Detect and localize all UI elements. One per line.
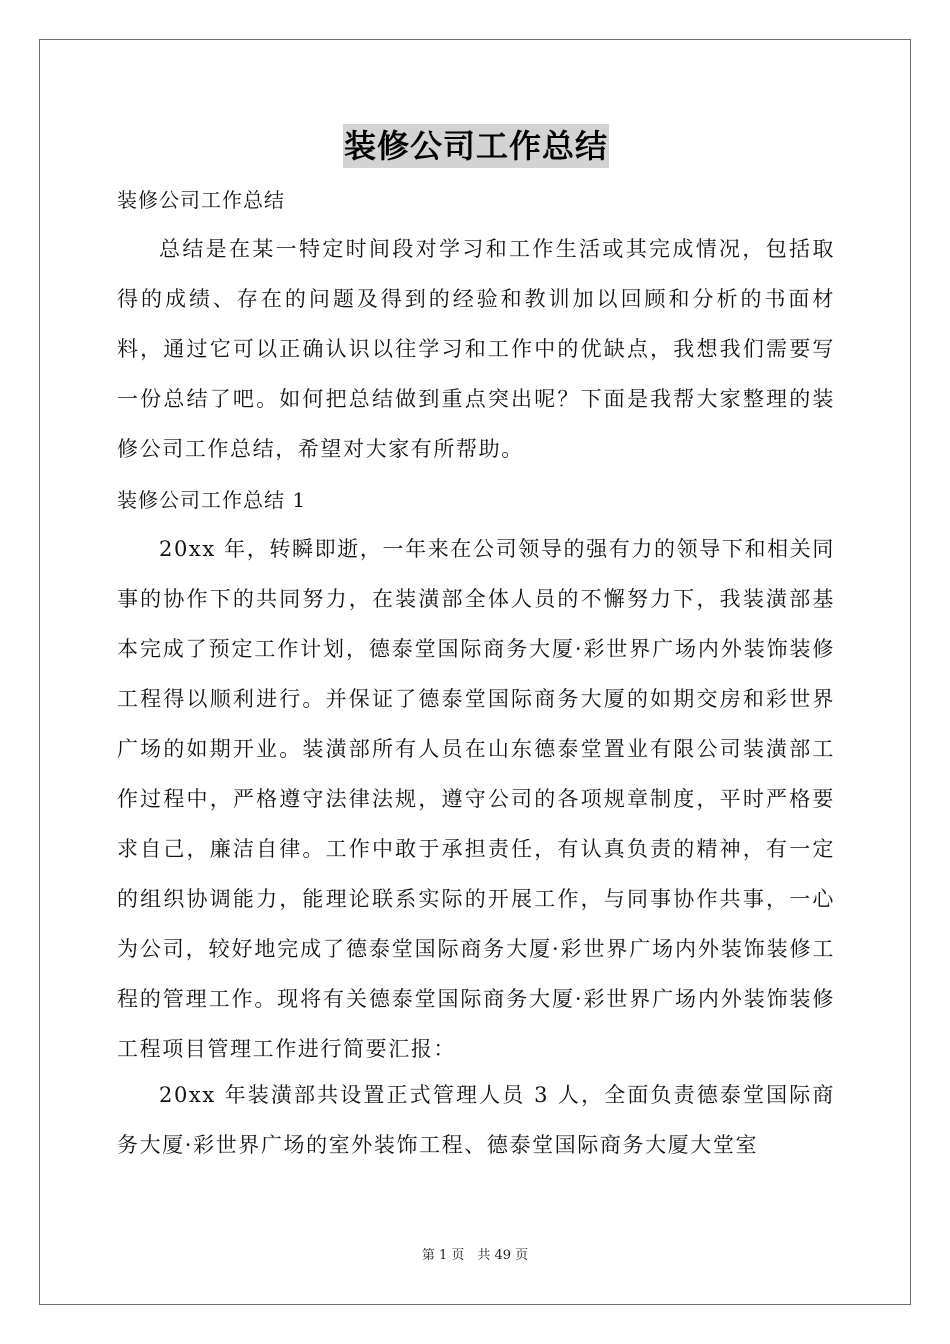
title-row (117, 124, 835, 168)
body-paragraph-1: 20xx 年，转瞬即逝，一年来在公司领导的强有力的领导下和相关同事的协作下的共同努力，在装潢部全体人员的不懈努力下，我装潢部基本完成了预定工作计划，德泰堂国际商务大厦·彩世界广场内外装饰装修工程得以顺利进行。并保证了德泰堂国际商务大厦的如期交房和彩世界广场的如期开业。装潢部所有人员在山东德泰堂置业有限公司装潢部工作过程中，严格遵守法律法规，遵守公司的各项规章制度，平时严格要求自己，廉洁自律。工作中敢于承担责任，有认真负责的精神，有一定的组织协调能力，能理论联系实际的开展工作，与同事协作共事，一心为公司，较好地完成了德泰堂国际商务大厦·彩世界广场内外装饰装修工程的管理工作。现将有关德泰堂国际商务大厦·彩世界广场内外装饰装修工程项目管理工作进行简要汇报： (117, 537, 835, 1061)
page-number-footer: 第 1 页 共 49 页 (421, 1248, 529, 1263)
intro-paragraph: 总结是在某一特定时间段对学习和工作生活或其完成情况，包括取得的成绩、存在的问题及得到的经验和教训加以回顾和分析的书面材料，通过它可以正确认识以往学习和工作中的优缺点，我想我们需要写一份总结了吧。如何把总结做到重点突出呢？下面是我帮大家整理的装修公司工作总结，希望对大家有所帮助。 (117, 237, 835, 461)
document-title: 装修公司工作总结 (343, 124, 609, 168)
section-heading: 装修公司工作总结 1 (117, 488, 307, 512)
body-paragraph-2: 20xx 年装潢部共设置正式管理人员 3 人，全面负责德泰堂国际商务大厦·彩世界广场的室外装饰工程、德泰堂国际商务大厦大堂室 (117, 1083, 835, 1157)
document-subtitle: 装修公司工作总结 (117, 188, 285, 212)
